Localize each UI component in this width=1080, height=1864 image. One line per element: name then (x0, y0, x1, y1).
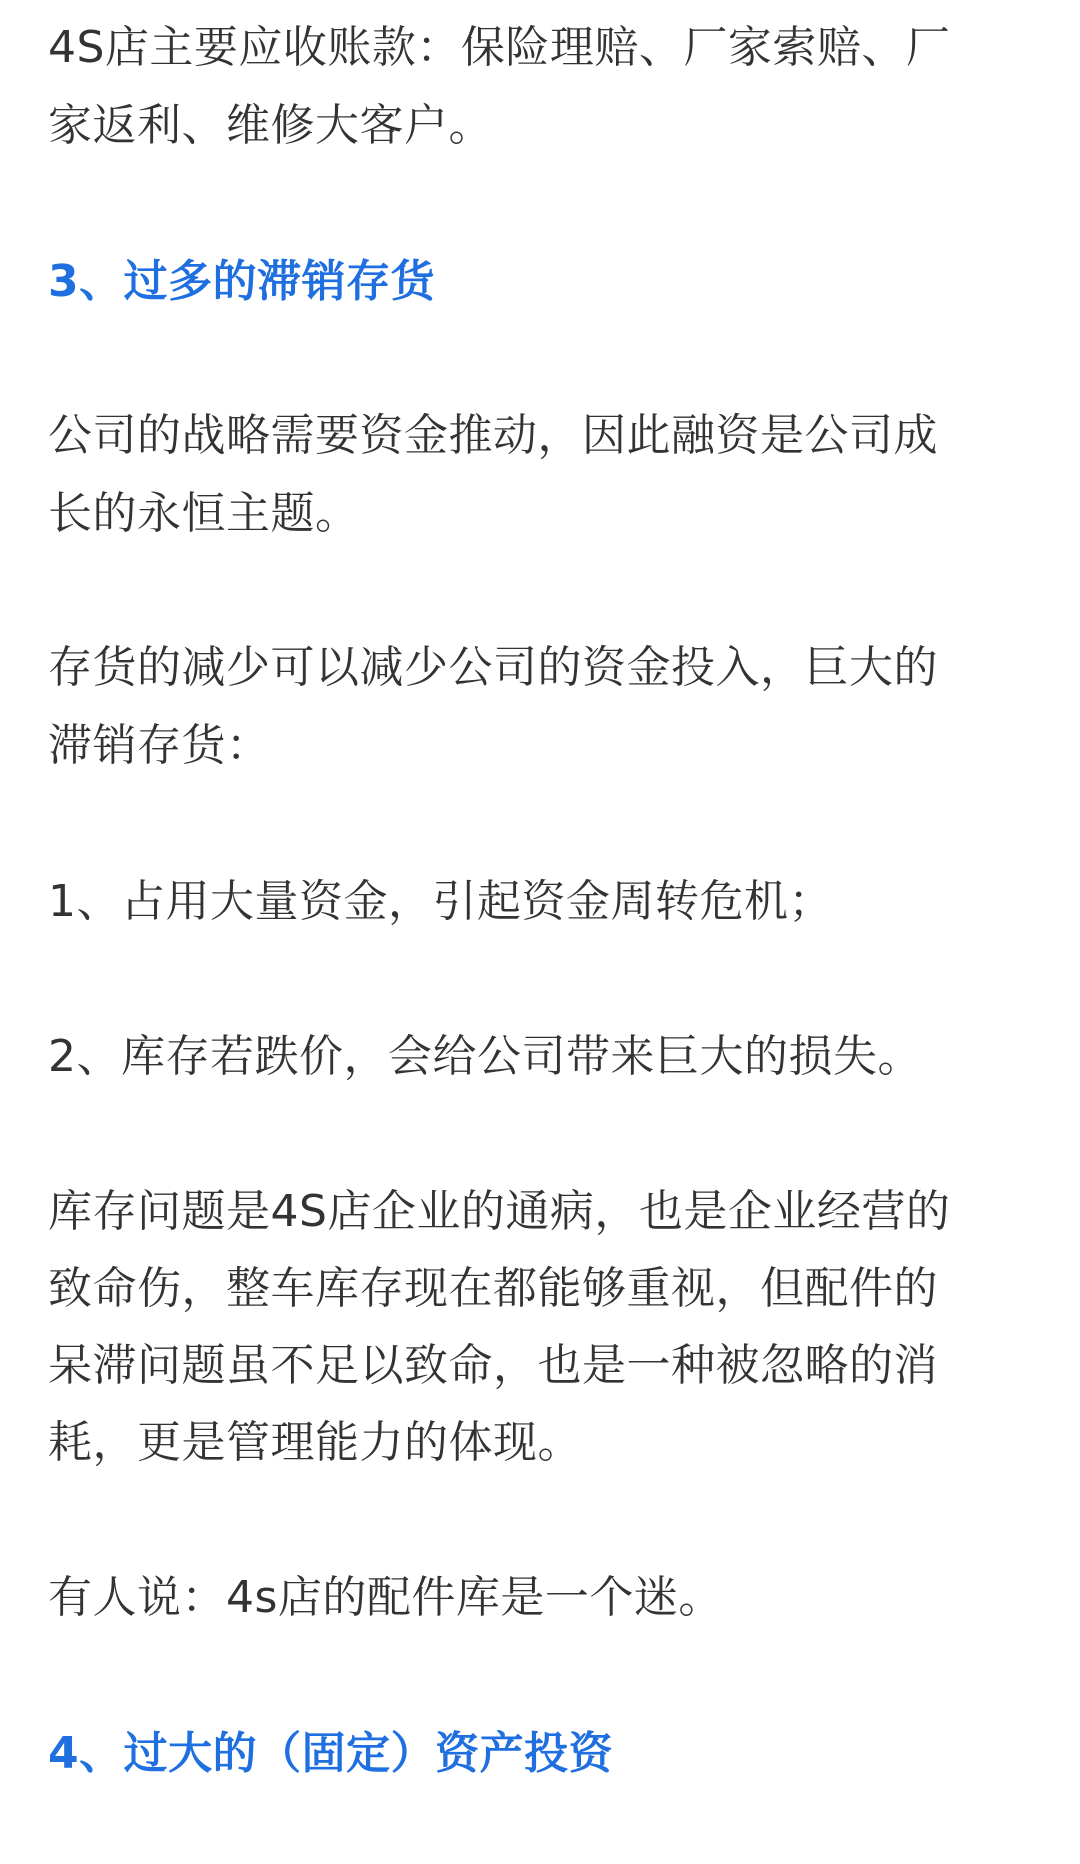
paragraph-inventory-line1: 存货的减少可以减少公司的资金投入，巨大的 (48, 642, 938, 693)
paragraph-receivables-line2: 家返利、维修大客户。 (48, 100, 493, 151)
list-item-1: 1、占用大量资金，引起资金周转危机； (48, 876, 833, 927)
paragraph-problem-line4: 耗，更是管理能力的体现。 (48, 1417, 582, 1468)
paragraph-problem-line1: 库存问题是4S店企业的通病，也是企业经营的 (48, 1186, 951, 1237)
section-heading-4: 4、过大的（固定）资产投资 (48, 1728, 614, 1779)
paragraph-receivables-line1: 4S店主要应收账款：保险理赔、厂家索赔、厂 (48, 22, 951, 73)
paragraph-strategy-line1: 公司的战略需要资金推动，因此融资是公司成 (48, 410, 938, 461)
paragraph-strategy-line2: 长的永恒主题。 (48, 488, 360, 539)
section-heading-3: 3、过多的滞销存货 (48, 256, 436, 307)
paragraph-inventory-line2: 滞销存货： (48, 720, 271, 771)
list-item-2: 2、库存若跌价，会给公司带来巨大的损失。 (48, 1031, 922, 1082)
paragraph-problem-line2: 致命伤，整车库存现在都能够重视，但配件的 (48, 1263, 938, 1314)
paragraph-quote: 有人说：4s店的配件库是一个迷。 (48, 1572, 723, 1623)
paragraph-problem-line3: 呆滞问题虽不足以致命，也是一种被忽略的消 (48, 1340, 938, 1391)
